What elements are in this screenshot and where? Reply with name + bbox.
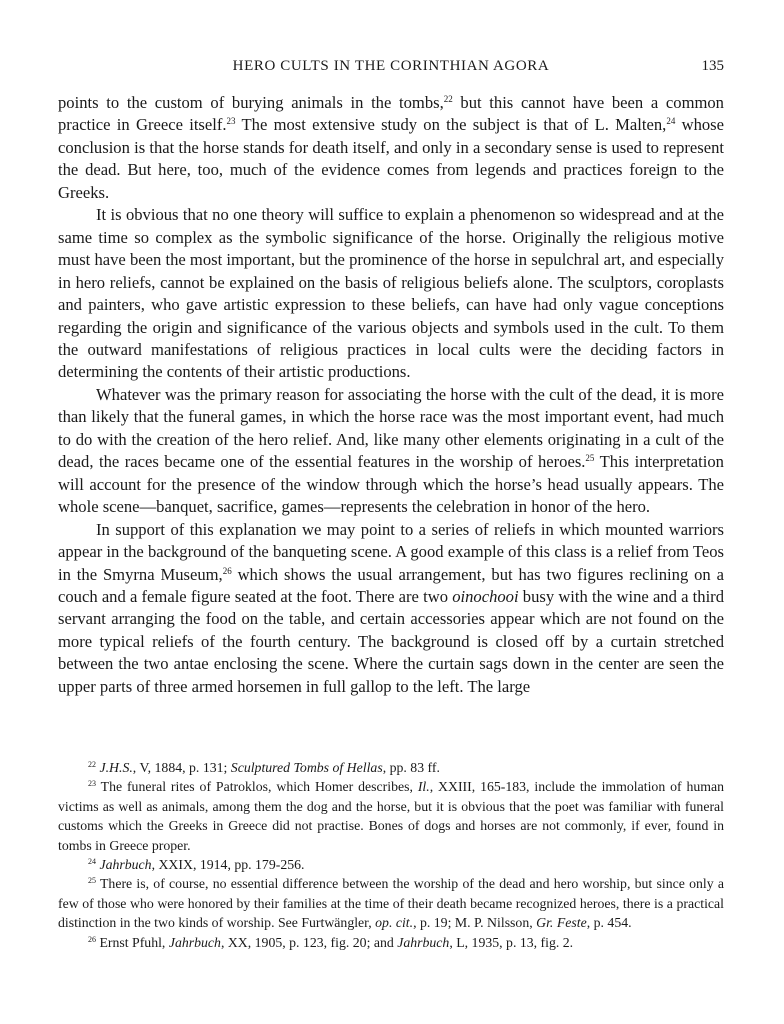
footnote-number: 25: [88, 876, 96, 886]
text-run: Whatever was the primary reason for associating the horse with the cult of the dead, it is more than likely that the funeral games, in which the horse race was the most important event, had much to do with the creation of the hero relief. And, like many other elements originating in a cult of the dead, the races became one of the essential features in the worship of heroes.: [58, 384, 724, 472]
italic-term: Jahrbuch: [168, 934, 221, 950]
page-number: 135: [701, 58, 724, 74]
paragraph-4: [58, 519, 724, 699]
italic-term: Jahrbuch: [397, 934, 450, 950]
text-run: There is, of course, no essential difference between the worship of the dead and hero worship, but since only a few of those who were honored by their families at the time of their death became recognized heroes, there is a practical distinction in the two kinds of worship. See Furtwängler,: [58, 876, 724, 931]
text-run: but this cannot have been a common practice in Greece itself.: [58, 93, 724, 135]
text-run: This interpretation will account for the presence of the window through which the horse’s head usually appears. The whole scene—banquet, sacrifice, games—represents the celebration in honor of the hero.: [58, 452, 724, 517]
footnotes: [58, 758, 724, 952]
text-run: , V, 1884, p. 131;: [132, 760, 231, 775]
footnote-ref-25[interactable]: 25: [585, 453, 595, 464]
text-run: , p. 454.: [586, 915, 632, 931]
footnote-26: [58, 933, 724, 952]
text-run: , XXIX, 1914, pp. 179-256.: [151, 857, 305, 873]
footnote-number: 24: [88, 857, 96, 867]
italic-term: oinochooi: [452, 586, 519, 606]
footnote-23: [58, 777, 724, 855]
italic-term: Il.: [417, 779, 430, 795]
footnote-number: 26: [88, 934, 96, 944]
italic-term: Jahrbuch: [99, 857, 152, 873]
footnote-number: 22: [88, 760, 96, 769]
paragraph-1: [58, 92, 724, 204]
text-run: which shows the usual arrangement, but has two figures reclining on a couch and a female figure seated at the foot. There are two: [58, 564, 724, 606]
paragraph-3: [58, 384, 724, 519]
text-run: , p. 19; M. P. Nilsson,: [413, 915, 537, 931]
text-run: , pp. 83 ff.: [382, 760, 440, 775]
text-run: points to the custom of burying animals in the tombs,: [58, 93, 444, 112]
text-run: The most extensive study on the subject is that of L. Malten,: [235, 115, 667, 135]
footnote-24: [58, 855, 724, 874]
italic-term: Gr. Feste: [536, 915, 587, 931]
text-run: , XX, 1905, p. 123, fig. 20; and: [220, 934, 398, 950]
running-head: HERO CULTS IN THE CORINTHIAN AGORA: [232, 58, 550, 74]
footnote-22: [58, 758, 724, 777]
text-run: In support of this explanation we may point to a series of reliefs in which mounted warriors appear in the background of the banqueting scene. A good example of this class is a relief from Teos in the Smyrna Museum,: [58, 519, 724, 584]
footnote-25: [58, 874, 724, 932]
italic-term: op. cit.: [375, 915, 414, 931]
text-run: , L, 1935, p. 13, fig. 2.: [449, 934, 574, 950]
footnote-ref-24[interactable]: 24: [666, 116, 676, 127]
body-text: [58, 92, 724, 698]
text-run: The funeral rites of Patroklos, which Homer describes,: [100, 779, 418, 795]
text-run: busy with the wine and a third servant arranging the food on the table, and certain accessories appear which are not found on the more typical reliefs of the fourth century. The background is closed off by a curtain stretched between the two antae enclosing the scene. Where the curtain sags down in the center are seen the upper parts of three armed horsemen in full gallop to the left. The large: [58, 586, 724, 696]
paragraph-2: It is obvious that no one theory will suffice to explain a phenomenon so widespread and at the same time so complex as the symbolic significance of the horse. Originally the religious motive must have been the most important, but the prominence of the horse in sepulchral art, and especially in hero reliefs, cannot be explained on the basis of religious beliefs alone. The sculptors, coroplasts and painters, who gave artistic expression to these beliefs, can have had only vague conceptions regarding the origin and significance of the various objects and symbols used in the cult. To them the outward manifestations of religious practices in local cults were the deciding factors in determining the contents of their artistic productions.: [58, 205, 724, 382]
footnote-number: 23: [88, 779, 96, 789]
footnote-ref-23[interactable]: 23: [226, 116, 236, 127]
italic-term: J.H.S.: [99, 760, 133, 775]
footnote-ref-26[interactable]: 26: [222, 565, 232, 576]
text-run: , XXIII, 165-183, include the immolation of human victims as well as animals, among them the dog and the horse, but it is obvious that the poet was familiar with funeral customs which the Greeks in Greece did not practise. Bones of dogs and horses are not commonly, if ever, found in tombs in Greece proper.: [58, 779, 725, 853]
footnote-ref-22[interactable]: 22: [443, 94, 453, 104]
italic-term: Sculptured Tombs of Hellas: [230, 760, 383, 775]
text-run: whose conclusion is that the horse stands for death itself, and only in a secondary sense is used to represent the dead. But here, too, much of the evidence comes from legends and practices foreign to the Greeks.: [58, 115, 724, 202]
page-header: [58, 58, 724, 80]
text-run: Ernst Pfuhl,: [99, 934, 169, 950]
